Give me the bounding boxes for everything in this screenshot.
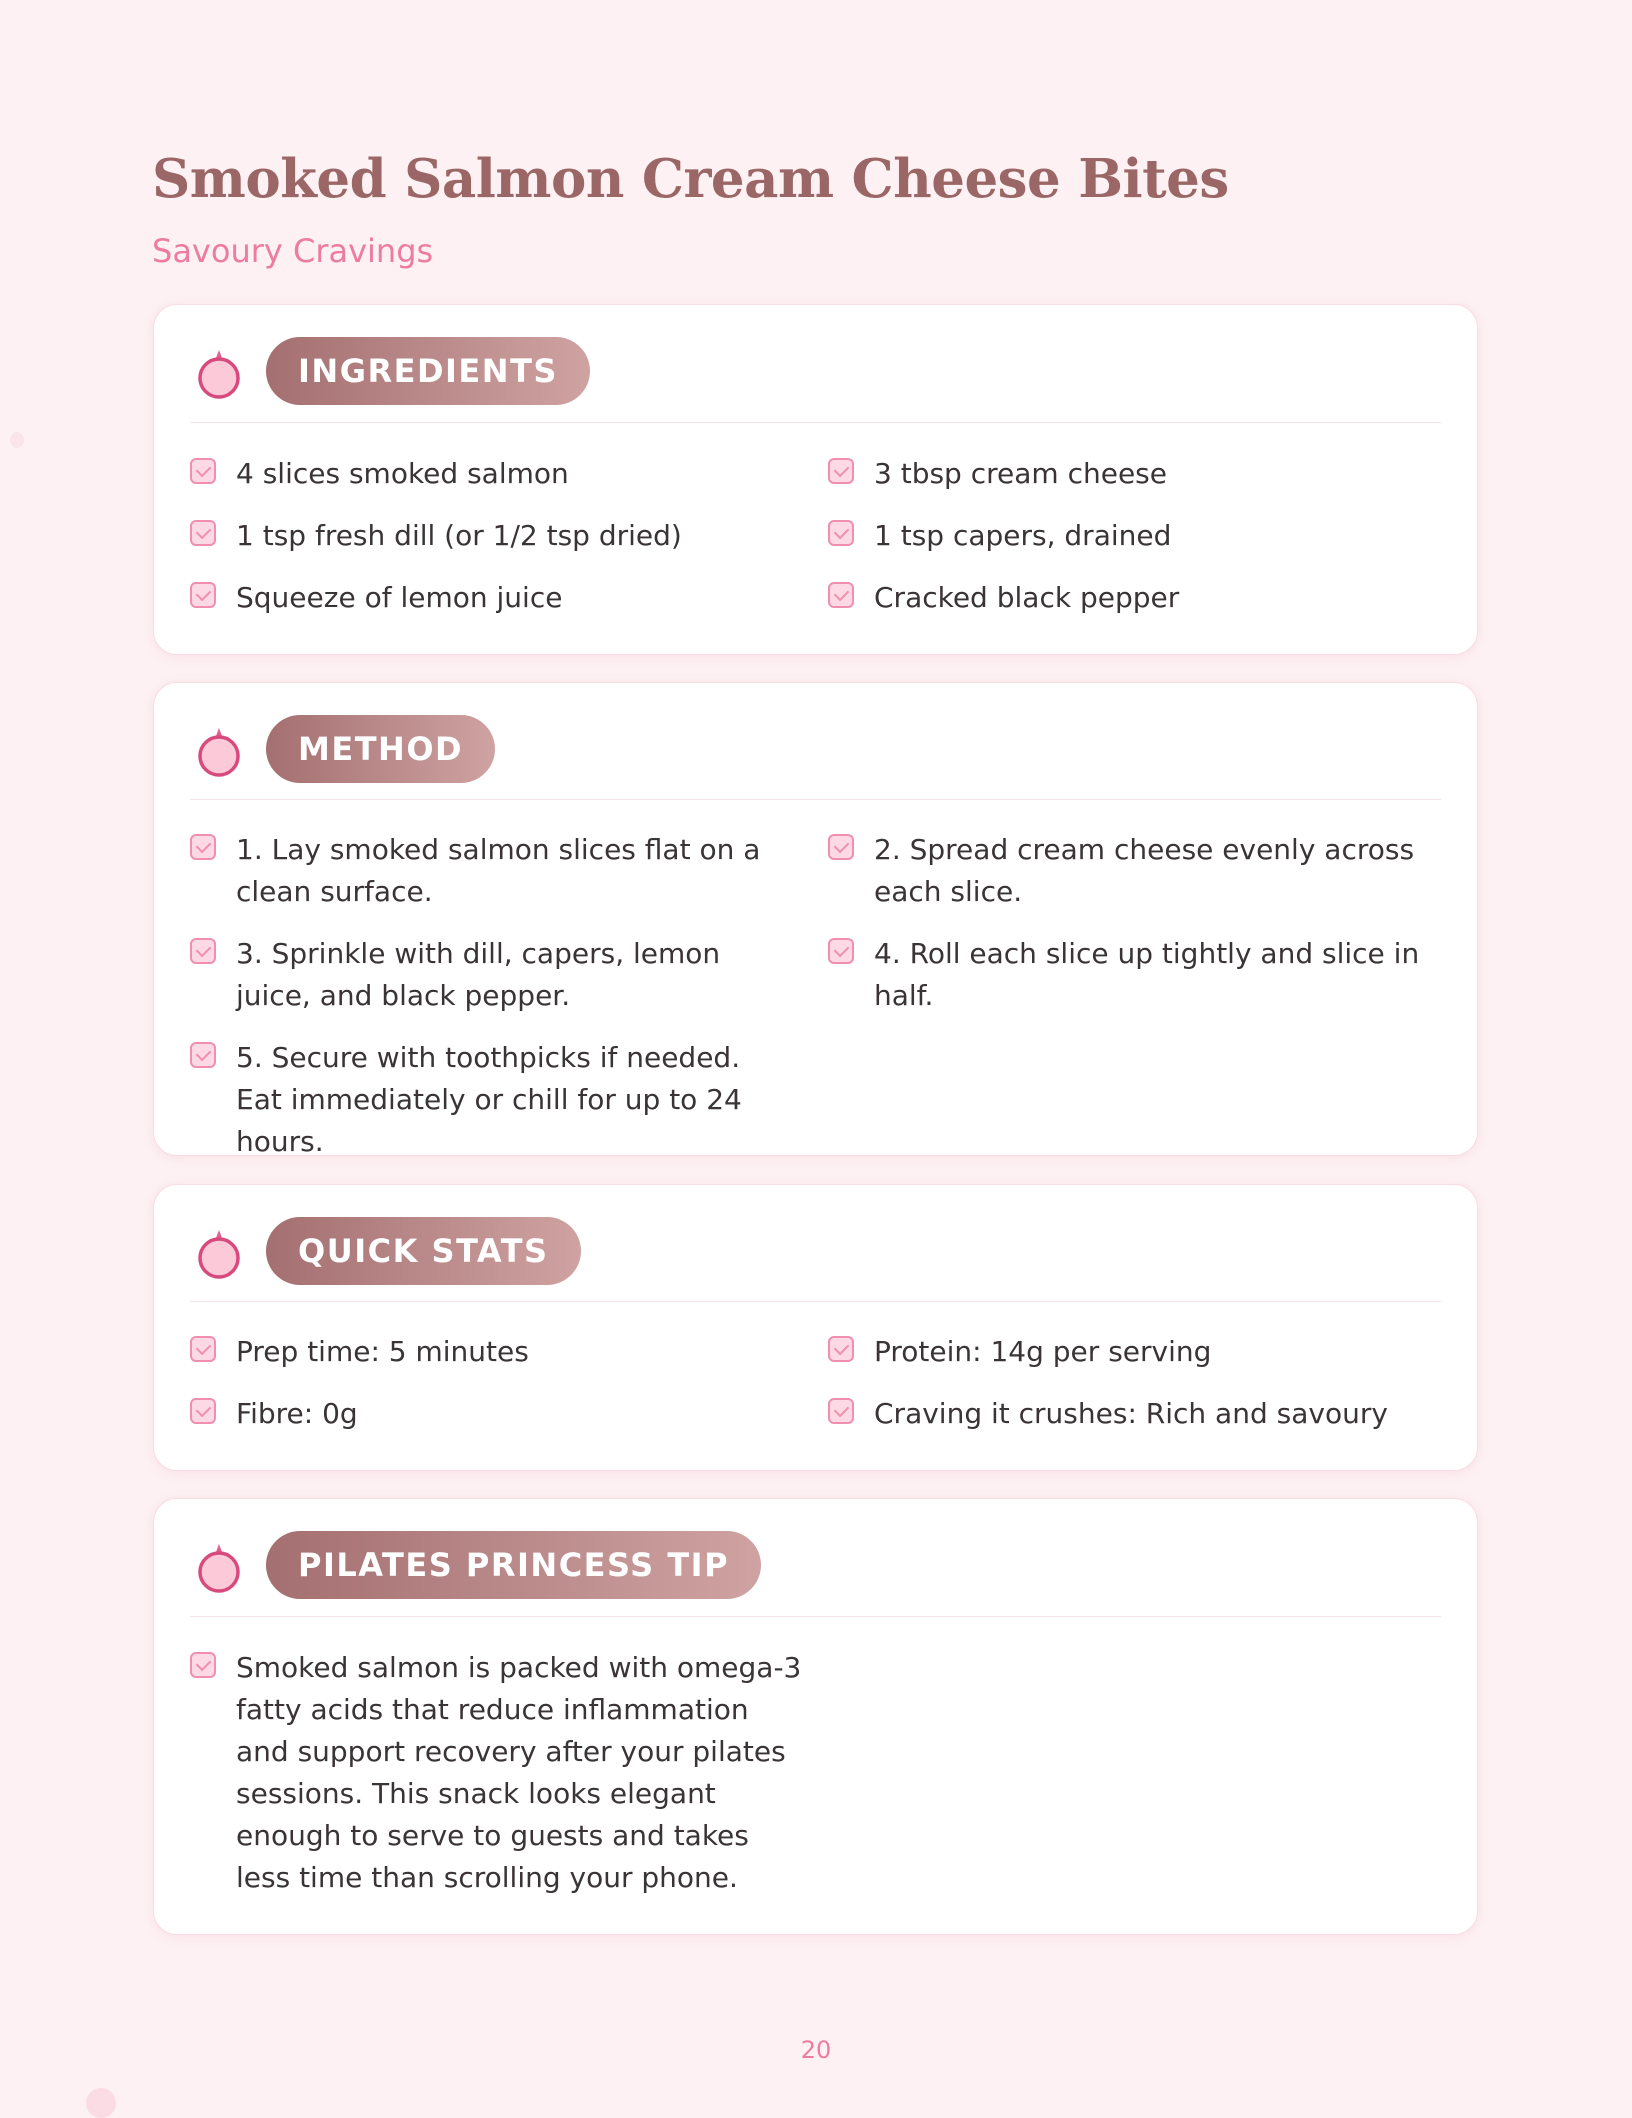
list-item[interactable] <box>190 515 770 557</box>
checkbox-checked-icon[interactable] <box>190 1042 216 1068</box>
list-item[interactable] <box>828 933 1438 1017</box>
item-text: 1. Lay smoked salmon slices flat on a clean surface. <box>236 833 761 908</box>
checkbox-checked-icon[interactable] <box>828 458 854 484</box>
checkbox-checked-icon[interactable] <box>190 1398 216 1424</box>
list-item[interactable] <box>828 1331 1438 1373</box>
checkbox-checked-icon[interactable] <box>828 1398 854 1424</box>
list-item[interactable] <box>190 577 770 619</box>
list-item[interactable] <box>828 515 1438 557</box>
divider <box>190 1616 1441 1617</box>
list-item[interactable] <box>828 1393 1438 1435</box>
checkbox-checked-icon[interactable] <box>190 520 216 546</box>
berry-icon <box>196 347 242 399</box>
section-heading: INGREDIENTS <box>266 337 590 405</box>
list-item[interactable] <box>190 933 790 1017</box>
list-item[interactable] <box>828 453 1438 495</box>
item-text: 4 slices smoked salmon <box>236 457 569 490</box>
checkbox-checked-icon[interactable] <box>190 938 216 964</box>
item-text: 1 tsp capers, drained <box>874 519 1172 552</box>
berry-icon <box>196 1541 242 1593</box>
list-item[interactable] <box>190 1331 770 1373</box>
item-text: 3 tbsp cream cheese <box>874 457 1167 490</box>
page-subtitle: Savoury Cravings <box>152 232 434 270</box>
decorative-dot <box>86 2088 116 2118</box>
checkbox-checked-icon[interactable] <box>828 834 854 860</box>
list-item[interactable] <box>190 1037 790 1163</box>
item-text: 3. Sprinkle with dill, capers, lemon juice, and black pepper. <box>236 937 721 1012</box>
ingredients-card <box>153 304 1478 655</box>
item-text: Smoked salmon is packed with omega-3 fatty acids that reduce inflammation and support recovery after your pilates sessions. This snack looks elegant enough to serve to guests and takes less time than scrolling your phone. <box>236 1651 802 1894</box>
list-item[interactable] <box>190 453 770 495</box>
item-text: Craving it crushes: Rich and savoury <box>874 1397 1388 1430</box>
card-header <box>154 305 1477 425</box>
checkbox-checked-icon[interactable] <box>190 1652 216 1678</box>
item-text: 4. Roll each slice up tightly and slice in half. <box>874 937 1420 1012</box>
item-text: Protein: 14g per serving <box>874 1335 1212 1368</box>
decorative-dot <box>10 432 24 448</box>
berry-icon <box>196 1227 242 1279</box>
checkbox-checked-icon[interactable] <box>190 582 216 608</box>
checkbox-checked-icon[interactable] <box>190 1336 216 1362</box>
quick-stats-card <box>153 1184 1478 1471</box>
item-text: Prep time: 5 minutes <box>236 1335 529 1368</box>
tip-card <box>153 1498 1478 1935</box>
method-card <box>153 682 1478 1156</box>
item-text: 2. Spread cream cheese evenly across each slice. <box>874 833 1415 908</box>
page-title: Smoked Salmon Cream Cheese Bites <box>152 148 1229 210</box>
checkbox-checked-icon[interactable] <box>828 1336 854 1362</box>
checkbox-checked-icon[interactable] <box>190 834 216 860</box>
item-text: Squeeze of lemon juice <box>236 581 563 614</box>
section-heading: QUICK STATS <box>266 1217 581 1285</box>
divider <box>190 1301 1441 1302</box>
berry-icon <box>196 725 242 777</box>
divider <box>190 799 1441 800</box>
list-item[interactable] <box>190 829 790 913</box>
item-text: Fibre: 0g <box>236 1397 358 1430</box>
section-heading: METHOD <box>266 715 495 783</box>
list-item[interactable] <box>190 1647 802 1899</box>
checkbox-checked-icon[interactable] <box>828 582 854 608</box>
list-item[interactable] <box>828 577 1438 619</box>
item-text: 1 tsp fresh dill (or 1/2 tsp dried) <box>236 519 682 552</box>
item-text: 5. Secure with toothpicks if needed. Eat immediately or chill for up to 24 hours. <box>236 1041 742 1158</box>
list-item[interactable] <box>190 1393 770 1435</box>
section-heading: PILATES PRINCESS TIP <box>266 1531 761 1599</box>
card-header <box>154 683 1477 803</box>
page-number: 20 <box>800 2036 832 2064</box>
item-text: Cracked black pepper <box>874 581 1180 614</box>
checkbox-checked-icon[interactable] <box>828 520 854 546</box>
divider <box>190 422 1441 423</box>
checkbox-checked-icon[interactable] <box>190 458 216 484</box>
checkbox-checked-icon[interactable] <box>828 938 854 964</box>
list-item[interactable] <box>828 829 1438 913</box>
card-header <box>154 1185 1477 1305</box>
card-header <box>154 1499 1477 1619</box>
